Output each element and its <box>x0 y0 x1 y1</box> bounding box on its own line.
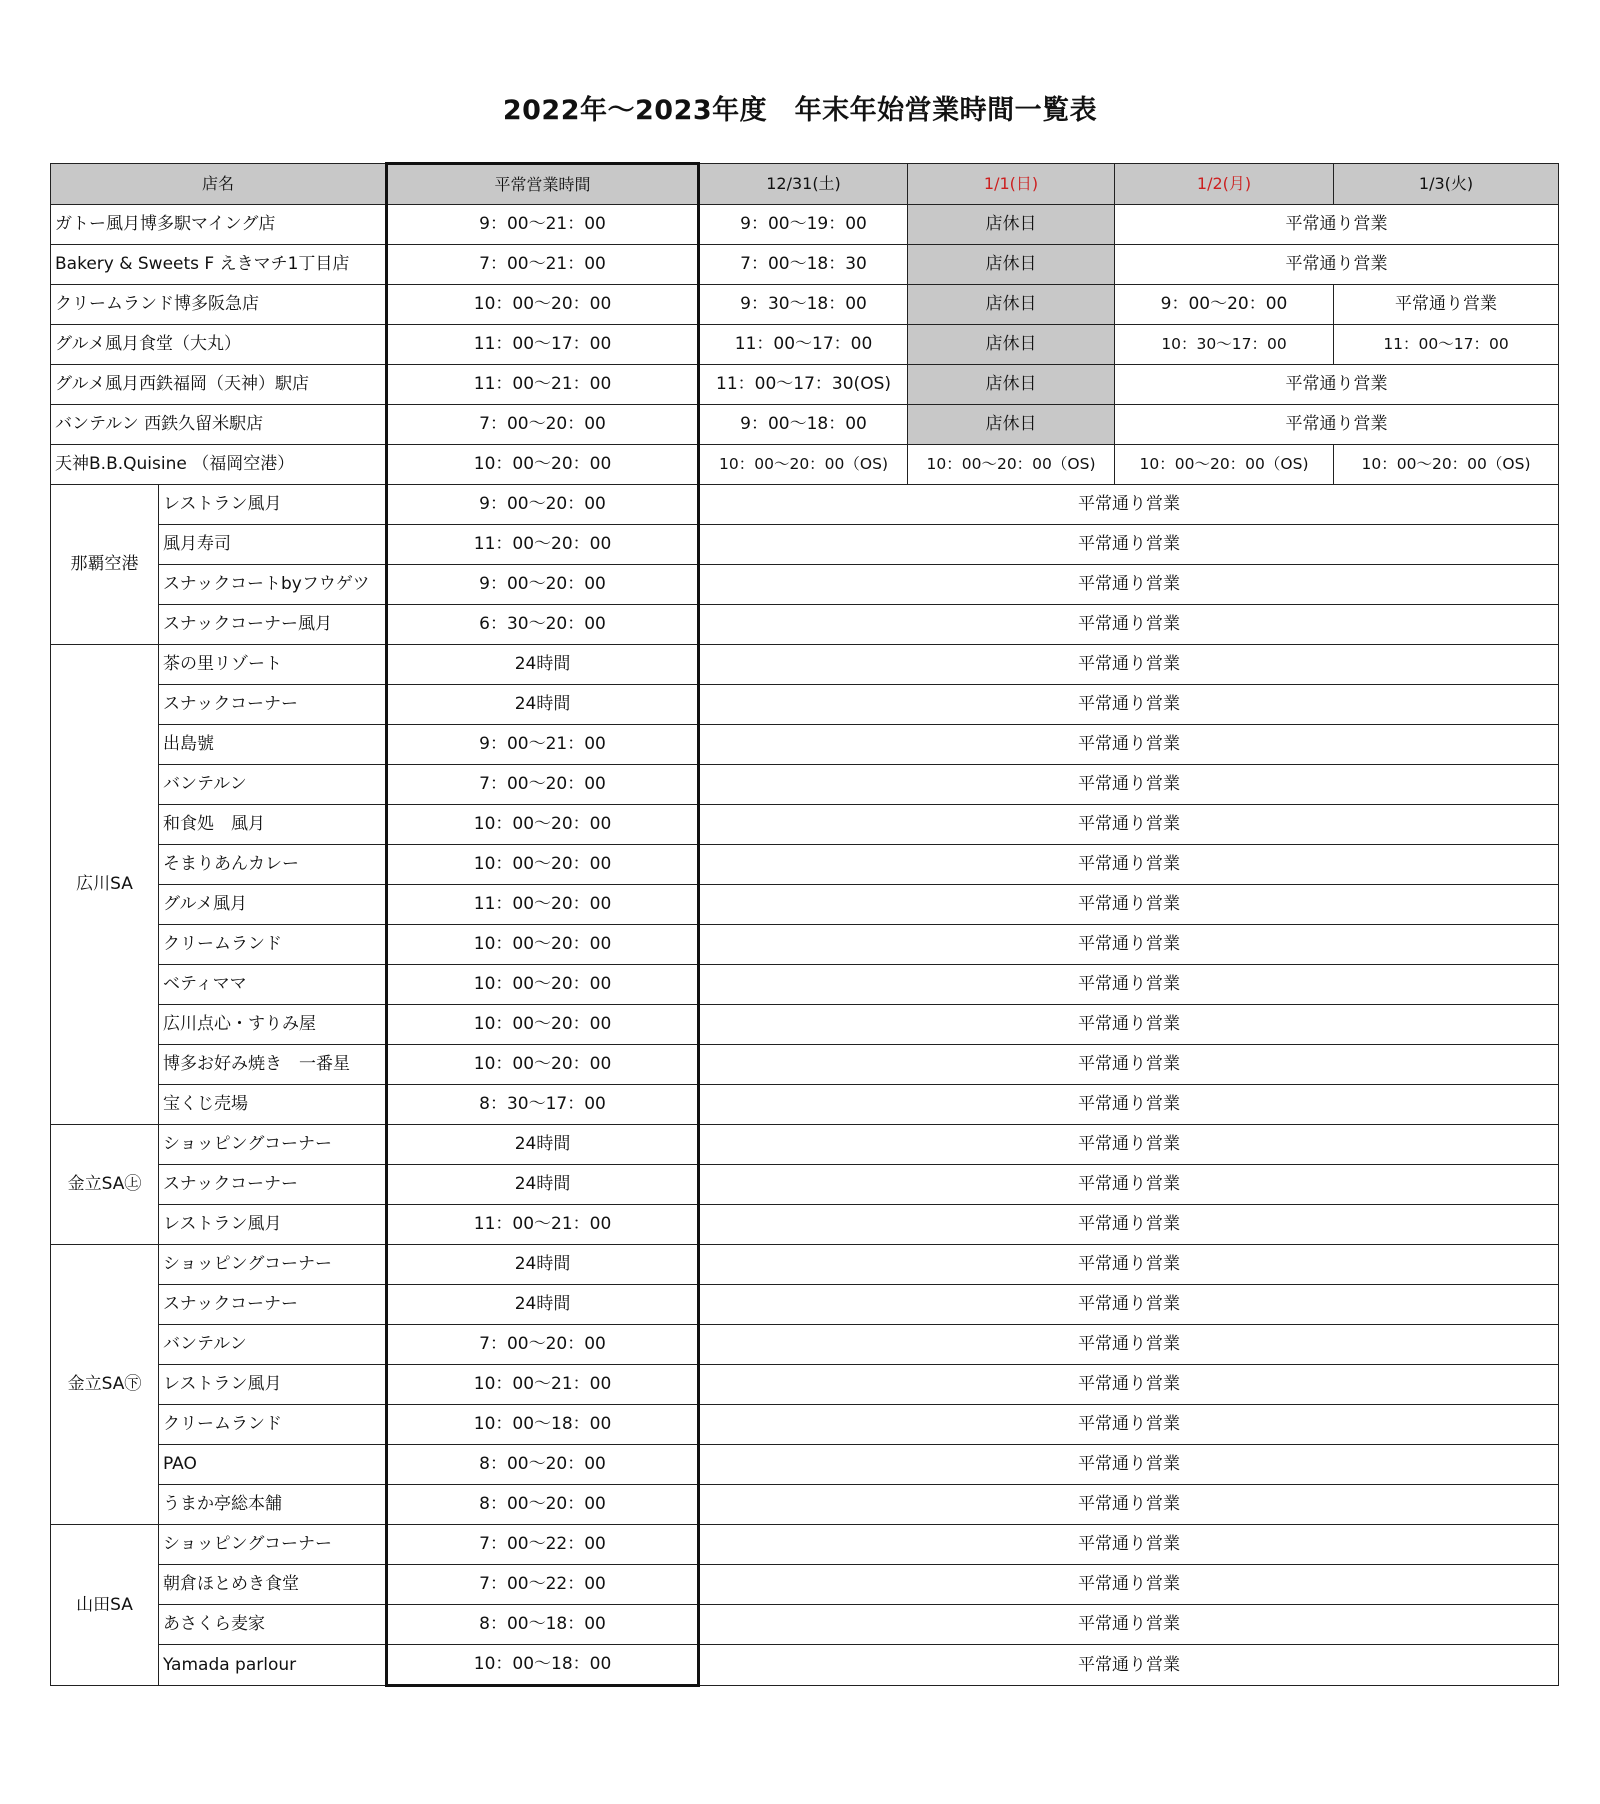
header-jan2: 1/2(月) <box>1115 164 1334 205</box>
holiday-status: 平常通り営業 <box>699 685 1559 725</box>
store-name: バンテルン 西鉄久留米駅店 <box>51 405 387 445</box>
hours-jan2: 10：00〜20：00（OS) <box>1115 445 1334 485</box>
store-name: ベティママ <box>159 965 387 1005</box>
store-name: 風月寿司 <box>159 525 387 565</box>
regular-hours: 24時間 <box>387 1285 699 1325</box>
holiday-status: 平常通り営業 <box>699 1605 1559 1645</box>
store-name: 茶の里リゾート <box>159 645 387 685</box>
group-name: 金立SA㊦ <box>51 1245 159 1525</box>
closed-jan1: 店休日 <box>908 405 1115 445</box>
holiday-status: 平常通り営業 <box>699 1045 1559 1085</box>
table-row <box>51 445 1559 485</box>
store-name: ショッピングコーナー <box>159 1245 387 1285</box>
regular-hours: 10：00〜20：00 <box>387 805 699 845</box>
table-row <box>51 525 1559 565</box>
closed-jan1: 店休日 <box>908 365 1115 405</box>
holiday-status: 平常通り営業 <box>699 1645 1559 1686</box>
regular-hours: 9：00〜21：00 <box>387 725 699 765</box>
header-regular-hours: 平常営業時間 <box>387 164 699 205</box>
holiday-status: 平常通り営業 <box>699 1525 1559 1565</box>
store-name: 天神B.B.Quisine （福岡空港） <box>51 445 387 485</box>
group-name: 山田SA <box>51 1525 159 1686</box>
store-name: バンテルン <box>159 765 387 805</box>
hours-dec31: 7：00〜18：30 <box>699 245 908 285</box>
group-name: 那覇空港 <box>51 485 159 645</box>
store-name: 広川点心・すりみ屋 <box>159 1005 387 1045</box>
page-title: 2022年〜2023年度 年末年始営業時間一覧表 <box>502 95 1098 126</box>
store-name: Yamada parlour <box>159 1645 387 1686</box>
regular-hours: 6：30〜20：00 <box>387 605 699 645</box>
regular-hours: 10：00〜20：00 <box>387 965 699 1005</box>
hours-jan3: 10：00〜20：00（OS) <box>1334 445 1559 485</box>
store-name: グルメ風月食堂（大丸） <box>51 325 387 365</box>
table-row <box>51 285 1559 325</box>
holiday-status: 平常通り営業 <box>699 1125 1559 1165</box>
table-row <box>51 1165 1559 1205</box>
store-name: 宝くじ売場 <box>159 1085 387 1125</box>
holiday-status: 平常通り営業 <box>699 1005 1559 1045</box>
hours-dec31: 9：30〜18：00 <box>699 285 908 325</box>
regular-hours: 9：00〜20：00 <box>387 565 699 605</box>
table-row <box>51 1325 1559 1365</box>
hours-dec31: 10：00〜20：00（OS) <box>699 445 908 485</box>
regular-hours: 24時間 <box>387 645 699 685</box>
store-name: うまか亭総本舗 <box>159 1485 387 1525</box>
store-name: スナックコーナー <box>159 1165 387 1205</box>
table-row <box>51 1405 1559 1445</box>
holiday-status: 平常通り営業 <box>699 1205 1559 1245</box>
table-row <box>51 1205 1559 1245</box>
table-row <box>51 845 1559 885</box>
store-name: レストラン風月 <box>159 1365 387 1405</box>
store-name: グルメ風月 <box>159 885 387 925</box>
closed-jan1: 店休日 <box>908 205 1115 245</box>
table-row <box>51 605 1559 645</box>
holiday-status: 平常通り営業 <box>699 1325 1559 1365</box>
regular-hours: 11：00〜21：00 <box>387 365 699 405</box>
table-row <box>51 765 1559 805</box>
table-row <box>51 685 1559 725</box>
table-row <box>51 645 1559 685</box>
table-row <box>51 1365 1559 1405</box>
holiday-status: 平常通り営業 <box>699 1165 1559 1205</box>
table-row <box>51 1645 1559 1686</box>
regular-hours: 8：00〜20：00 <box>387 1445 699 1485</box>
hours-dec31: 9：00〜18：00 <box>699 405 908 445</box>
regular-hours: 8：00〜20：00 <box>387 1485 699 1525</box>
holiday-status: 平常通り営業 <box>699 605 1559 645</box>
regular-hours: 7：00〜22：00 <box>387 1525 699 1565</box>
holiday-status: 平常通り営業 <box>699 1085 1559 1125</box>
table-row <box>51 1565 1559 1605</box>
closed-jan1: 店休日 <box>908 325 1115 365</box>
holiday-status: 平常通り営業 <box>699 1485 1559 1525</box>
regular-hours: 10：00〜20：00 <box>387 1005 699 1045</box>
holiday-status: 平常通り営業 <box>699 565 1559 605</box>
regular-hours: 8：30〜17：00 <box>387 1085 699 1125</box>
hours-jan2-3: 平常通り営業 <box>1115 205 1559 245</box>
store-name: バンテルン <box>159 1325 387 1365</box>
group-name: 広川SA <box>51 645 159 1125</box>
store-name: そまりあんカレー <box>159 845 387 885</box>
store-name: PAO <box>159 1445 387 1485</box>
store-name: クリームランド <box>159 1405 387 1445</box>
holiday-status: 平常通り営業 <box>699 805 1559 845</box>
store-name: スナックコーナー風月 <box>159 605 387 645</box>
holiday-status: 平常通り営業 <box>699 925 1559 965</box>
table-row <box>51 1045 1559 1085</box>
table-row <box>51 885 1559 925</box>
table-row <box>51 1125 1559 1165</box>
store-name: 朝倉ほとめき食堂 <box>159 1565 387 1605</box>
store-name: 和食処 風月 <box>159 805 387 845</box>
store-name: クリームランド <box>159 925 387 965</box>
regular-hours: 10：00〜20：00 <box>387 845 699 885</box>
header-jan3: 1/3(火) <box>1334 164 1559 205</box>
store-name: 博多お好み焼き 一番星 <box>159 1045 387 1085</box>
store-name: クリームランド博多阪急店 <box>51 285 387 325</box>
regular-hours: 9：00〜21：00 <box>387 205 699 245</box>
hours-jan1: 10：00〜20：00（OS) <box>908 445 1115 485</box>
regular-hours: 10：00〜18：00 <box>387 1405 699 1445</box>
table-row <box>51 925 1559 965</box>
header-store-name: 店名 <box>51 164 387 205</box>
header-dec31: 12/31(土) <box>699 164 908 205</box>
table-row <box>51 1445 1559 1485</box>
table-row <box>51 325 1559 365</box>
table-row <box>51 725 1559 765</box>
hours-jan2: 10：30〜17：00 <box>1115 325 1334 365</box>
table-row <box>51 205 1559 245</box>
holiday-status: 平常通り営業 <box>699 485 1559 525</box>
holiday-status: 平常通り営業 <box>699 845 1559 885</box>
holiday-status: 平常通り営業 <box>699 645 1559 685</box>
regular-hours: 11：00〜20：00 <box>387 885 699 925</box>
store-name: ガトー風月博多駅マイング店 <box>51 205 387 245</box>
table-row <box>51 1085 1559 1125</box>
holiday-status: 平常通り営業 <box>699 1445 1559 1485</box>
regular-hours: 10：00〜20：00 <box>387 925 699 965</box>
closed-jan1: 店休日 <box>908 285 1115 325</box>
regular-hours: 7：00〜22：00 <box>387 1565 699 1605</box>
regular-hours: 11：00〜17：00 <box>387 325 699 365</box>
table-row <box>51 1245 1559 1285</box>
store-name: スナックコートbyフウゲツ <box>159 565 387 605</box>
hours-dec31: 11：00〜17：30(OS) <box>699 365 908 405</box>
holiday-status: 平常通り営業 <box>699 965 1559 1005</box>
table-row <box>51 965 1559 1005</box>
holiday-status: 平常通り営業 <box>699 885 1559 925</box>
hours-jan2: 9：00〜20：00 <box>1115 285 1334 325</box>
table-row <box>51 1005 1559 1045</box>
hours-jan2-3: 平常通り営業 <box>1115 365 1559 405</box>
holiday-status: 平常通り営業 <box>699 1285 1559 1325</box>
header-row <box>51 164 1559 205</box>
header-jan1: 1/1(日) <box>908 164 1115 205</box>
regular-hours: 7：00〜20：00 <box>387 405 699 445</box>
table-row <box>51 1525 1559 1565</box>
store-name: スナックコーナー <box>159 685 387 725</box>
table-row <box>51 1285 1559 1325</box>
holiday-status: 平常通り営業 <box>699 1245 1559 1285</box>
regular-hours: 7：00〜20：00 <box>387 765 699 805</box>
regular-hours: 9：00〜20：00 <box>387 485 699 525</box>
table-row <box>51 565 1559 605</box>
hours-jan2-3: 平常通り営業 <box>1115 245 1559 285</box>
hours-jan2-3: 平常通り営業 <box>1115 405 1559 445</box>
holiday-status: 平常通り営業 <box>699 765 1559 805</box>
regular-hours: 24時間 <box>387 1165 699 1205</box>
group-name: 金立SA㊤ <box>51 1125 159 1245</box>
regular-hours: 11：00〜21：00 <box>387 1205 699 1245</box>
store-name: グルメ風月西鉄福岡（天神）駅店 <box>51 365 387 405</box>
table-row <box>51 485 1559 525</box>
table-row <box>51 1605 1559 1645</box>
hours-dec31: 11：00〜17：00 <box>699 325 908 365</box>
store-name: Bakery & Sweets F えきマチ1丁目店 <box>51 245 387 285</box>
store-name: ショッピングコーナー <box>159 1125 387 1165</box>
table-row <box>51 365 1559 405</box>
table-row <box>51 405 1559 445</box>
holiday-status: 平常通り営業 <box>699 1565 1559 1605</box>
regular-hours: 10：00〜18：00 <box>387 1645 699 1686</box>
table-row <box>51 1485 1559 1525</box>
regular-hours: 10：00〜20：00 <box>387 285 699 325</box>
holiday-status: 平常通り営業 <box>699 525 1559 565</box>
regular-hours: 8：00〜18：00 <box>387 1605 699 1645</box>
table-row <box>51 245 1559 285</box>
hours-dec31: 9：00〜19：00 <box>699 205 908 245</box>
holiday-status: 平常通り営業 <box>699 725 1559 765</box>
regular-hours: 11：00〜20：00 <box>387 525 699 565</box>
regular-hours: 10：00〜21：00 <box>387 1365 699 1405</box>
regular-hours: 24時間 <box>387 1245 699 1285</box>
hours-jan3: 平常通り営業 <box>1334 285 1559 325</box>
store-name: あさくら麦家 <box>159 1605 387 1645</box>
store-name: スナックコーナー <box>159 1285 387 1325</box>
holiday-status: 平常通り営業 <box>699 1365 1559 1405</box>
regular-hours: 7：00〜20：00 <box>387 1325 699 1365</box>
store-name: 出島號 <box>159 725 387 765</box>
regular-hours: 10：00〜20：00 <box>387 1045 699 1085</box>
store-name: ショッピングコーナー <box>159 1525 387 1565</box>
store-name: レストラン風月 <box>159 485 387 525</box>
business-hours-table <box>50 162 1559 1687</box>
hours-jan3: 11：00〜17：00 <box>1334 325 1559 365</box>
table-row <box>51 805 1559 845</box>
regular-hours: 7：00〜21：00 <box>387 245 699 285</box>
regular-hours: 24時間 <box>387 1125 699 1165</box>
store-name: レストラン風月 <box>159 1205 387 1245</box>
holiday-status: 平常通り営業 <box>699 1405 1559 1445</box>
regular-hours: 10：00〜20：00 <box>387 445 699 485</box>
closed-jan1: 店休日 <box>908 245 1115 285</box>
regular-hours: 24時間 <box>387 685 699 725</box>
